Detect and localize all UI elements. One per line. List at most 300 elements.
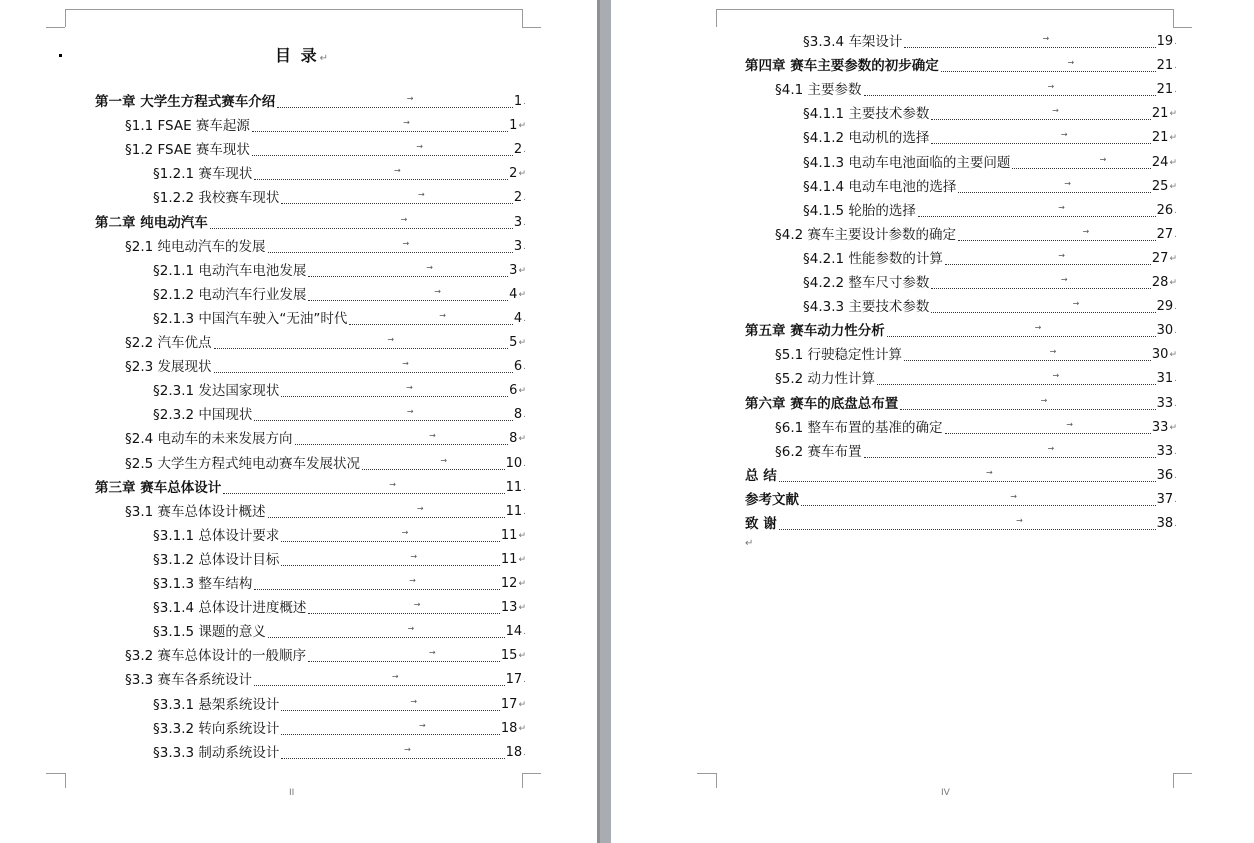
tab-arrow-icon: → bbox=[410, 696, 418, 706]
toc-entry[interactable] bbox=[803, 174, 1177, 196]
dot-leader bbox=[945, 415, 1151, 434]
toc-entry-title: §2.5 大学生方程式纯电动赛车发展状况 bbox=[125, 455, 361, 472]
toc-page-number: 31 bbox=[1156, 371, 1174, 387]
paragraph-mark: . bbox=[1174, 61, 1177, 72]
dot-leader bbox=[779, 511, 1156, 530]
paragraph-mark: ↵ bbox=[1169, 157, 1177, 168]
toc-entry-title: §3.1 赛车总体设计概述 bbox=[125, 503, 266, 520]
toc-page-number: 2 bbox=[513, 190, 523, 206]
paragraph-mark: . bbox=[1174, 229, 1177, 240]
tab-arrow-icon: → bbox=[1042, 34, 1050, 43]
toc-entry[interactable] bbox=[745, 318, 1177, 340]
tab-arrow-icon: → bbox=[402, 359, 409, 369]
toc-entry[interactable] bbox=[803, 29, 1177, 51]
dot-leader bbox=[887, 318, 1156, 337]
paragraph-mark: . bbox=[523, 482, 526, 493]
paragraph-bullet bbox=[59, 54, 62, 57]
toc-entry-title: 第一章 大学生方程式赛车介绍 bbox=[95, 94, 276, 110]
toc-entry-title: §2.4 电动车的未来发展方向 bbox=[125, 431, 293, 448]
dot-leader bbox=[268, 619, 505, 638]
toc-entry-title: §4.2 赛车主要设计参数的确定 bbox=[775, 226, 957, 243]
paragraph-mark: . bbox=[1174, 519, 1177, 529]
paragraph-mark: ↵ bbox=[1169, 181, 1177, 192]
toc-page-number: 28 bbox=[1151, 275, 1169, 290]
toc-entry[interactable] bbox=[125, 113, 526, 135]
dot-leader bbox=[1012, 150, 1151, 169]
toc-page-number: 29 bbox=[1156, 299, 1174, 315]
dot-leader bbox=[931, 270, 1151, 289]
toc-page-number: 36 bbox=[1156, 467, 1174, 483]
paragraph-mark: . bbox=[523, 313, 526, 324]
toc-entry-title: §2.3.1 发达国家现状 bbox=[153, 383, 280, 400]
paragraph-mark: ↵ bbox=[1169, 278, 1177, 288]
tab-arrow-icon: → bbox=[410, 551, 418, 561]
dot-leader bbox=[308, 595, 500, 614]
paragraph-mark: . bbox=[1174, 398, 1177, 409]
toc-entry-title: §4.2.2 整车尺寸参数 bbox=[803, 275, 930, 291]
toc-entry[interactable] bbox=[775, 415, 1177, 437]
paragraph-mark: ↵ bbox=[518, 699, 526, 710]
toc-entry[interactable] bbox=[95, 475, 526, 497]
toc-page-number: 24 bbox=[1151, 154, 1169, 170]
tab-arrow-icon: → bbox=[401, 527, 409, 537]
toc-page-number: 30 bbox=[1151, 347, 1169, 363]
paragraph-mark: . bbox=[1174, 85, 1177, 96]
toc-entry-title: §1.1 FSAE 赛车起源 bbox=[125, 118, 250, 135]
tab-arrow-icon: → bbox=[1040, 395, 1048, 405]
tab-arrow-icon: → bbox=[416, 503, 424, 513]
toc-page-number: 25 bbox=[1151, 178, 1169, 194]
toc-page-number: 30 bbox=[1156, 323, 1174, 339]
toc-entry-title: §6.2 赛车布置 bbox=[775, 443, 862, 460]
toc-page-number: 33 bbox=[1156, 443, 1174, 459]
paragraph-mark: . bbox=[523, 193, 526, 204]
toc-entry-title: 第三章 赛车总体设计 bbox=[95, 479, 222, 496]
dot-leader bbox=[877, 366, 1156, 385]
toc-page-number: 3 bbox=[509, 262, 518, 278]
tab-arrow-icon: → bbox=[428, 648, 436, 658]
paragraph-mark: ↵ bbox=[518, 121, 526, 132]
toc-entry-title: §3.2 赛车总体设计的一般顺序 bbox=[125, 648, 307, 665]
toc-page-number: 6 bbox=[513, 359, 523, 375]
toc-entry-title: §1.2.2 我校赛车现状 bbox=[153, 190, 280, 207]
dot-leader bbox=[931, 294, 1155, 313]
toc-entry[interactable] bbox=[153, 523, 526, 545]
toc-entry-title: §3.1.2 总体设计目标 bbox=[153, 551, 280, 568]
toc-entry-title: §3.3.1 悬架系统设计 bbox=[153, 696, 280, 713]
dot-leader bbox=[268, 499, 505, 518]
paragraph-mark: . bbox=[523, 217, 526, 228]
dot-leader bbox=[801, 487, 1156, 506]
paragraph-mark: ↵ bbox=[1169, 109, 1177, 120]
toc-entry[interactable] bbox=[745, 487, 1177, 509]
dot-leader bbox=[254, 667, 505, 686]
tab-arrow-icon: → bbox=[407, 624, 415, 634]
toc-entry-title: §3.1.4 总体设计进度概述 bbox=[153, 600, 307, 617]
paragraph-mark: ↵ bbox=[518, 579, 526, 589]
paragraph-mark: ↵ bbox=[745, 538, 754, 549]
toc-entry[interactable] bbox=[125, 643, 526, 665]
paragraph-mark: . bbox=[1174, 470, 1177, 481]
paragraph-mark: . bbox=[1174, 374, 1177, 385]
dot-leader bbox=[308, 258, 508, 277]
dot-leader bbox=[281, 378, 508, 397]
crop-mark bbox=[522, 773, 541, 788]
toc-entry-title: §5.2 动力性计算 bbox=[775, 371, 876, 388]
paragraph-mark: . bbox=[1174, 326, 1177, 337]
crop-mark bbox=[46, 773, 66, 788]
toc-page-number: 13 bbox=[500, 600, 518, 616]
dot-leader bbox=[958, 174, 1151, 193]
dot-leader bbox=[958, 222, 1156, 241]
dot-leader bbox=[210, 210, 513, 229]
tab-arrow-icon: → bbox=[404, 744, 411, 754]
toc-page-number: 14 bbox=[505, 624, 523, 640]
toc-entry-title: §4.1 主要参数 bbox=[775, 82, 862, 99]
dot-leader bbox=[252, 137, 513, 156]
toc-entry-title: §4.1.3 电动车电池面临的主要问题 bbox=[803, 154, 1011, 171]
toc-page-number: 38 bbox=[1156, 516, 1174, 531]
tab-arrow-icon: → bbox=[1064, 178, 1071, 188]
toc-page-number: 37 bbox=[1156, 491, 1174, 507]
toc-entry[interactable] bbox=[745, 511, 1177, 533]
tab-arrow-icon: → bbox=[1082, 226, 1090, 236]
toc-entry-title: §2.1.3 中国汽车驶入“无油”时代 bbox=[153, 310, 348, 327]
toc-entry[interactable] bbox=[775, 366, 1177, 388]
toc-page-number: 12 bbox=[500, 576, 518, 591]
page-footer: IV bbox=[941, 788, 950, 798]
dot-leader bbox=[904, 342, 1151, 361]
toc-entry-title: §2.1.2 电动汽车行业发展 bbox=[153, 286, 307, 303]
paragraph-mark: . bbox=[523, 627, 526, 638]
crop-mark bbox=[46, 9, 65, 28]
toc-entry[interactable] bbox=[775, 222, 1177, 244]
toc-page-number: 8 bbox=[513, 407, 523, 423]
toc-page-number: 3 bbox=[513, 214, 523, 230]
toc-entry-title: §6.1 整车布置的基准的确定 bbox=[775, 419, 943, 436]
dot-leader bbox=[900, 391, 1155, 410]
dot-leader bbox=[918, 198, 1156, 217]
toc-entry[interactable] bbox=[153, 306, 526, 328]
paragraph-mark: . bbox=[523, 97, 526, 107]
paragraph-mark: ↵ bbox=[518, 723, 526, 734]
paragraph-mark: ↵ bbox=[518, 338, 526, 348]
dot-leader bbox=[281, 547, 500, 566]
toc-entry[interactable] bbox=[775, 439, 1177, 461]
tab-arrow-icon: → bbox=[1099, 154, 1107, 164]
toc-page-number: 33 bbox=[1151, 419, 1169, 435]
tab-arrow-icon: → bbox=[402, 238, 410, 248]
toc-entry[interactable] bbox=[153, 619, 526, 641]
toc-entry[interactable] bbox=[125, 426, 526, 448]
toc-page-number: 8 bbox=[509, 431, 518, 447]
tab-arrow-icon: → bbox=[1034, 323, 1042, 333]
page-footer: II bbox=[289, 788, 295, 798]
toc-page-number: 6 bbox=[509, 383, 518, 399]
toc-entry-title: §4.1.2 电动机的选择 bbox=[803, 130, 930, 147]
toc-entry[interactable] bbox=[153, 402, 526, 424]
tab-arrow-icon: → bbox=[409, 576, 416, 585]
paragraph-mark: ↵ bbox=[1169, 422, 1177, 433]
paragraph-mark: . bbox=[523, 362, 526, 373]
toc-page-number: 17 bbox=[500, 696, 518, 712]
tab-arrow-icon: → bbox=[429, 431, 436, 441]
toc-entry-title: 第二章 纯电动汽车 bbox=[95, 214, 208, 231]
tab-arrow-icon: → bbox=[1052, 371, 1060, 381]
crop-mark bbox=[697, 773, 717, 788]
toc-entry-title: §4.1.1 主要技术参数 bbox=[803, 106, 930, 123]
paragraph-mark: . bbox=[1174, 446, 1177, 457]
tab-arrow-icon: → bbox=[417, 190, 425, 200]
toc-entry[interactable] bbox=[125, 137, 526, 159]
toc-page-number: 15 bbox=[500, 648, 518, 664]
dot-leader bbox=[931, 125, 1151, 144]
paragraph-mark: . bbox=[1174, 494, 1177, 505]
toc-entry-title: 第四章 赛车主要参数的初步确定 bbox=[745, 58, 939, 75]
toc-page-number: 21 bbox=[1151, 106, 1169, 122]
toc-entry-title: §4.2.1 性能参数的计算 bbox=[803, 250, 943, 267]
tab-arrow-icon: → bbox=[1058, 202, 1065, 212]
dot-leader bbox=[281, 740, 504, 759]
toc-page-number: 4 bbox=[509, 286, 518, 302]
toc-entry[interactable] bbox=[775, 77, 1177, 99]
toc-entry[interactable] bbox=[125, 330, 526, 352]
toc-page-number: 33 bbox=[1156, 395, 1174, 411]
tab-arrow-icon: → bbox=[1067, 58, 1075, 68]
page-gutter bbox=[597, 0, 611, 843]
paragraph-mark: ↵ bbox=[518, 169, 526, 180]
tab-arrow-icon: → bbox=[403, 118, 410, 128]
dot-leader bbox=[214, 354, 513, 373]
header-rule bbox=[716, 9, 1173, 10]
toc-entry[interactable] bbox=[125, 667, 526, 689]
dot-leader bbox=[281, 185, 512, 204]
toc-entry[interactable] bbox=[803, 101, 1177, 123]
toc-entry[interactable] bbox=[153, 547, 526, 569]
crop-mark bbox=[1173, 9, 1192, 28]
toc-entry[interactable] bbox=[803, 125, 1177, 147]
tab-arrow-icon: → bbox=[387, 335, 395, 344]
tab-arrow-icon: → bbox=[406, 94, 414, 103]
dot-leader bbox=[362, 451, 505, 470]
toc-page-number: 18 bbox=[500, 720, 518, 736]
toc-entry-title: §4.1.5 轮胎的选择 bbox=[803, 202, 916, 219]
toc-entry[interactable] bbox=[95, 210, 526, 232]
toc-entry[interactable] bbox=[153, 740, 526, 762]
toc-entry-title: §2.1.1 电动汽车电池发展 bbox=[153, 262, 307, 279]
paragraph-mark: ↵ bbox=[518, 651, 526, 662]
tab-arrow-icon: → bbox=[434, 286, 441, 296]
left-page bbox=[0, 0, 597, 843]
tab-arrow-icon: → bbox=[1047, 82, 1055, 92]
tab-arrow-icon: → bbox=[406, 407, 414, 417]
paragraph-mark: ↵ bbox=[518, 434, 526, 445]
dot-leader bbox=[941, 53, 1156, 72]
toc-entry[interactable] bbox=[803, 246, 1177, 268]
crop-mark bbox=[1173, 773, 1192, 788]
tab-arrow-icon: → bbox=[1072, 299, 1080, 309]
toc-entry[interactable] bbox=[803, 294, 1177, 316]
paragraph-mark: ↵ bbox=[518, 603, 526, 614]
tab-arrow-icon: → bbox=[985, 467, 993, 477]
toc-entry[interactable] bbox=[153, 161, 526, 183]
dot-leader bbox=[308, 643, 500, 662]
paragraph-mark: ↵ bbox=[518, 265, 526, 276]
toc-entry-title: §2.1 纯电动汽车的发展 bbox=[125, 238, 266, 255]
toc-page-number: 11 bbox=[505, 503, 523, 519]
toc-entry[interactable] bbox=[803, 270, 1177, 292]
toc-entry[interactable] bbox=[153, 692, 526, 714]
tab-arrow-icon: → bbox=[1060, 275, 1068, 284]
paragraph-mark: . bbox=[523, 410, 526, 421]
toc-entry[interactable] bbox=[125, 451, 526, 473]
toc-entry-title: 第五章 赛车动力性分析 bbox=[745, 323, 885, 340]
tab-arrow-icon: → bbox=[439, 310, 446, 320]
paragraph-mark: . bbox=[523, 145, 526, 156]
toc-page-number: 27 bbox=[1151, 250, 1169, 266]
dot-leader bbox=[308, 282, 508, 301]
toc-entry[interactable] bbox=[745, 463, 1177, 485]
dot-leader bbox=[214, 330, 509, 349]
toc-entry[interactable] bbox=[125, 499, 526, 521]
tab-arrow-icon: → bbox=[440, 455, 448, 465]
paragraph-mark: . bbox=[1174, 302, 1177, 313]
tab-arrow-icon: → bbox=[1049, 347, 1057, 357]
tab-arrow-icon: → bbox=[406, 383, 413, 393]
crop-mark bbox=[65, 9, 66, 27]
toc-entry-title: 总 结 bbox=[745, 467, 777, 484]
toc-entry[interactable] bbox=[803, 150, 1177, 172]
toc-entry-title: §3.3.4 车架设计 bbox=[803, 34, 903, 50]
toc-entry-title: §4.1.4 电动车电池的选择 bbox=[803, 178, 957, 195]
tab-arrow-icon: → bbox=[1016, 516, 1023, 525]
paragraph-mark: ↵ bbox=[518, 289, 526, 300]
tab-arrow-icon: → bbox=[391, 672, 399, 682]
crop-mark bbox=[522, 9, 541, 28]
header-rule bbox=[65, 9, 522, 10]
toc-entry-title: 参考文献 bbox=[745, 491, 799, 508]
toc-entry-title: §2.2 汽车优点 bbox=[125, 335, 212, 351]
tab-arrow-icon: → bbox=[1066, 419, 1073, 429]
toc-page-number: 21 bbox=[1151, 130, 1169, 146]
toc-page-number: 21 bbox=[1156, 58, 1174, 74]
paragraph-mark: . bbox=[1174, 37, 1177, 47]
paragraph-mark: . bbox=[523, 458, 526, 469]
dot-leader bbox=[349, 306, 512, 325]
toc-page-number: 21 bbox=[1156, 82, 1174, 98]
tab-arrow-icon: → bbox=[389, 479, 396, 489]
toc-page-number: 10 bbox=[505, 455, 523, 471]
toc-entry-title: §3.1.1 总体设计要求 bbox=[153, 527, 280, 544]
tab-arrow-icon: → bbox=[1060, 130, 1068, 140]
toc-page-number: 5 bbox=[509, 335, 518, 350]
toc-entry-title: 致 谢 bbox=[745, 516, 777, 532]
toc-page-number: 4 bbox=[513, 310, 523, 326]
tab-arrow-icon: → bbox=[1058, 250, 1065, 260]
dot-leader bbox=[254, 402, 512, 421]
dot-leader bbox=[281, 716, 500, 735]
toc-entry-title: §2.3.2 中国现状 bbox=[153, 407, 253, 424]
paragraph-mark: ↵ bbox=[518, 530, 526, 541]
toc-entry-title: §3.3 赛车各系统设计 bbox=[125, 672, 253, 689]
toc-page-number: 2 bbox=[513, 142, 523, 158]
tab-arrow-icon: → bbox=[413, 600, 421, 610]
toc-entry[interactable] bbox=[153, 595, 526, 617]
toc-entry[interactable] bbox=[745, 53, 1177, 75]
toc-entry-title: §4.3.3 主要技术参数 bbox=[803, 299, 930, 316]
toc-entry[interactable] bbox=[153, 378, 526, 400]
toc-entry-title: 第六章 赛车的底盘总布置 bbox=[745, 395, 899, 412]
dot-leader bbox=[223, 475, 504, 494]
dot-leader bbox=[864, 439, 1156, 458]
toc-page-number: 18 bbox=[505, 744, 523, 760]
paragraph-mark: . bbox=[523, 506, 526, 517]
toc-entry-title: §3.3.3 制动系统设计 bbox=[153, 744, 280, 761]
toc-entry-title: §3.3.2 转向系统设计 bbox=[153, 720, 280, 737]
toc-entry-title: §3.1.3 整车结构 bbox=[153, 576, 253, 592]
toc-entry-title: §3.1.5 课题的意义 bbox=[153, 624, 266, 641]
tab-arrow-icon: → bbox=[1010, 491, 1017, 501]
toc-entry[interactable] bbox=[775, 342, 1177, 364]
toc-page-number: 11 bbox=[500, 551, 518, 567]
toc-page-number: 27 bbox=[1156, 226, 1174, 242]
toc-page-number: 19 bbox=[1156, 34, 1174, 49]
dot-leader bbox=[281, 692, 500, 711]
paragraph-mark: ↵ bbox=[518, 554, 526, 565]
toc-page-number: 3 bbox=[513, 238, 523, 254]
tab-arrow-icon: → bbox=[400, 214, 408, 224]
crop-mark bbox=[716, 9, 717, 27]
toc-entry[interactable] bbox=[125, 234, 526, 256]
toc-page-number: 2 bbox=[509, 166, 518, 182]
toc-entry-title: §2.3 发展现状 bbox=[125, 359, 212, 376]
toc-page-number: 17 bbox=[505, 672, 523, 688]
toc-entry[interactable] bbox=[153, 282, 526, 304]
toc-page-number: 1 bbox=[513, 94, 523, 109]
toc-entry[interactable] bbox=[95, 89, 526, 111]
toc-title: 目 录↵ bbox=[275, 46, 330, 65]
dot-leader bbox=[254, 571, 500, 590]
paragraph-mark: ↵ bbox=[1169, 133, 1177, 144]
paragraph-mark: ↵ bbox=[518, 386, 526, 397]
toc-page-number: 11 bbox=[505, 479, 523, 495]
toc-entry[interactable] bbox=[745, 391, 1177, 413]
tab-arrow-icon: → bbox=[393, 166, 401, 176]
dot-leader bbox=[779, 463, 1156, 482]
toc-entry[interactable] bbox=[803, 198, 1177, 220]
toc-entry[interactable] bbox=[153, 258, 526, 280]
dot-leader bbox=[295, 426, 509, 445]
tab-arrow-icon: → bbox=[416, 142, 423, 152]
toc-entry[interactable] bbox=[153, 185, 526, 207]
toc-page-number: 1 bbox=[509, 118, 518, 134]
toc-entry[interactable] bbox=[153, 716, 526, 738]
dot-leader bbox=[945, 246, 1151, 265]
paragraph-mark: ↵ bbox=[1169, 350, 1177, 361]
dot-leader bbox=[864, 77, 1156, 96]
tab-arrow-icon: → bbox=[419, 720, 426, 730]
toc-entry-title: §1.2.1 赛车现状 bbox=[153, 166, 253, 183]
toc-page-number: 11 bbox=[500, 527, 518, 543]
dot-leader bbox=[904, 29, 1155, 48]
dot-leader bbox=[268, 234, 513, 253]
toc-entry-title: §1.2 FSAE 赛车现状 bbox=[125, 142, 250, 159]
toc-entry[interactable] bbox=[125, 354, 526, 376]
toc-entry[interactable] bbox=[153, 571, 526, 593]
paragraph-mark: . bbox=[523, 675, 526, 686]
dot-leader bbox=[252, 113, 508, 132]
paragraph-mark: . bbox=[523, 747, 526, 758]
